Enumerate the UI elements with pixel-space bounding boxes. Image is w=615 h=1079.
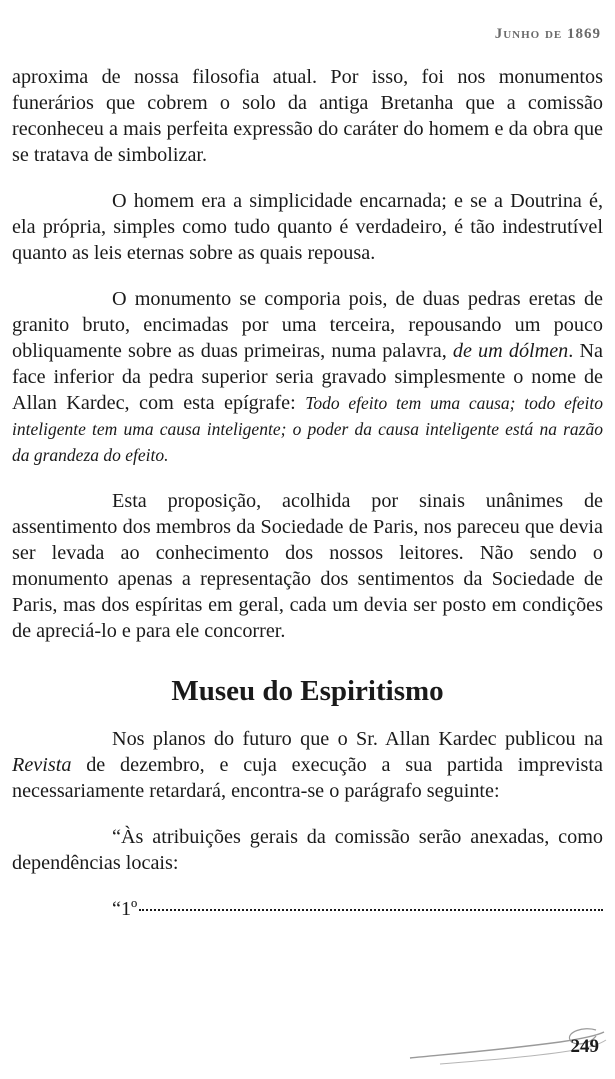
section-heading: Museu do Espiritismo: [171, 675, 444, 707]
page-footer: [0, 1014, 615, 1074]
paragraph-4: Esta proposição, acolhida por sinais unânimes de assentimento dos membros da Sociedade de Paris, nos pareceu que devia ser levada ao conhecimento dos nossos leitores. Não sendo o monumento apenas a representação dos sentimentos da Sociedade de Paris, mas dos espíritas em geral, cada um devia ser posto em condições de apreciá-lo e para ele concorrer.: [12, 490, 603, 642]
paragraph-3-text-c: . Na face inferior da pedra superior seria gravado simplesmente o nome de Allan Kardec, com esta epígrafe:: [12, 340, 603, 414]
paragraph-6: “Às atribuições gerais da comissão serão anexadas, como dependências locais:: [12, 826, 603, 874]
paragraph-3: [12, 286, 603, 468]
item-number: “1º: [112, 898, 138, 920]
dolmen-emphasis: de um dólmen: [452, 340, 569, 362]
page-number: 249: [570, 1036, 599, 1057]
epigraph: Todo efeito tem uma causa; todo efeito inteligente tem uma causa inteligente; o poder da causa inteligente está na razão da grandeza do efeito.: [12, 393, 604, 465]
paragraph-5-text-c: de dezembro, e cuja execução a sua partida imprevista necessariamente retardará, encontra-se o parágrafo seguinte:: [12, 754, 603, 802]
dotted-leader: [139, 909, 603, 911]
flourish-ornament: [0, 1014, 615, 1074]
revista-emphasis: Revista: [12, 754, 72, 776]
paragraph-1: aproxima de nossa filosofia atual. Por isso, foi nos monumentos funerários que cobrem o solo da antiga Bretanha que a comissão reconheceu a mais perfeita expressão do caráter do homem e da obra que se tratava de simbolizar.: [12, 66, 603, 166]
paragraph-5-text-a: Nos planos do futuro que o Sr. Allan Kardec publicou na: [112, 728, 603, 750]
paragraph-2: O homem era a simplicidade encarnada; e se a Doutrina é, ela própria, simples como tudo quanto é verdadeiro, é tão indestrutível quanto as leis eternas sobre as quais repousa.: [12, 190, 603, 264]
running-head: Junho de 1869: [494, 26, 601, 42]
page-body: [12, 64, 603, 922]
paragraph-5: [12, 726, 603, 804]
paragraph-3-text-a: O monumento se comporia pois, de duas pedras eretas de granito bruto, encimadas por uma terceira, repousando um pouco obliquamente sobre as duas primeiras, numa palavra,: [12, 288, 603, 362]
numbered-item-1: [112, 896, 603, 922]
